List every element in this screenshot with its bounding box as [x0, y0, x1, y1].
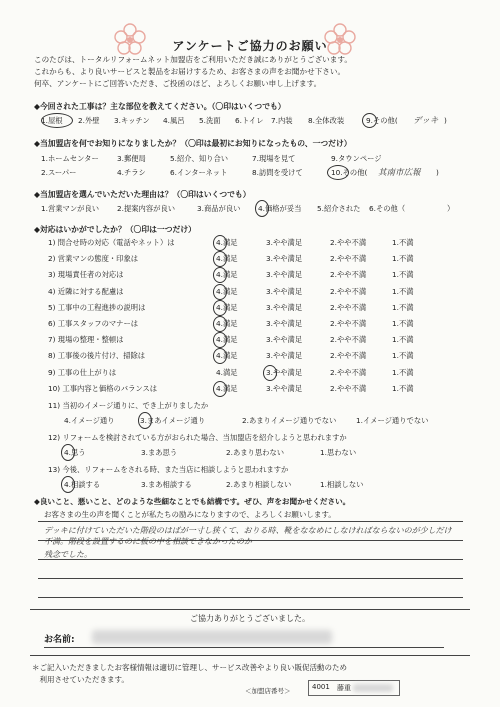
q1-option-5[interactable]: 5.洗面: [199, 116, 221, 125]
q4-row-choice[interactable]: 4.満足: [216, 367, 238, 377]
q4-row-choice[interactable]: 4.満足: [216, 302, 238, 312]
q2-circle-mark: [327, 165, 349, 180]
privacy-notice-1: ＊ご記入いただきましたお客様情報は適切に管理し、サービス改善やより良い販促活動のため: [32, 663, 347, 672]
q13-option-3[interactable]: 3.まあ相談する: [141, 480, 192, 489]
comment-line-3: [38, 559, 463, 560]
name-redacted: [92, 630, 332, 644]
q4-row-choice[interactable]: 1.不満: [392, 302, 414, 312]
comment-line-4: [38, 578, 463, 579]
q4-row-choice[interactable]: 2.やや不満: [330, 319, 367, 328]
store-number: 4001: [312, 683, 330, 691]
q13-option-1[interactable]: 1.相談しない: [320, 480, 364, 489]
q13-circle-mark: [61, 476, 75, 493]
q3-option-6[interactable]: 6.その他（: [369, 204, 406, 213]
q4-row-choice[interactable]: 1.不満: [392, 286, 414, 296]
q2-other-answer: 其南市広報: [378, 168, 421, 178]
q2-option-8[interactable]: 8.訪問を受けて: [252, 168, 303, 177]
q1-other-answer: デッキ: [413, 116, 439, 126]
q1-other-close: ): [444, 116, 447, 125]
thanks-text: ご協力ありがとうございました。: [190, 614, 310, 623]
comment-text-2[interactable]: 残念でした。: [44, 550, 92, 559]
q5-label: ◆良いこと、悪いこと、どのような些細なことでも結構です。ぜひ、声をお聞かせください。: [34, 497, 351, 506]
q11-option-3[interactable]: 3.まあイメージ通り: [140, 416, 206, 425]
q4-row-choice[interactable]: 4.満足: [216, 286, 238, 296]
q4-row-label: 10) 工事内容と価格のバランスは: [48, 383, 158, 393]
q4-row-choice[interactable]: 4.満足: [216, 254, 238, 264]
q12-option-3[interactable]: 3.まあ思う: [141, 448, 178, 457]
intro-line-2: これからも、より良いサービスと製品をお届けするため、お客さまの声をお聞かせ下さい。: [34, 67, 346, 76]
privacy-notice-2: 利用させていただきます。: [32, 675, 129, 684]
q12-option-4[interactable]: 4.思う: [64, 448, 86, 457]
comment-line-1: [38, 521, 463, 522]
q4-row-choice[interactable]: 3.やや満足: [266, 270, 303, 280]
store-number-box: [308, 680, 400, 696]
q4-row-label: 6) 工事スタッフのマナーは: [48, 319, 139, 328]
q1-option-8[interactable]: 8.全体改装: [308, 116, 345, 125]
q4-circle-mark: [213, 235, 227, 251]
q1-option-9[interactable]: 9.その他(: [366, 116, 398, 125]
q4-row-choice[interactable]: 4.満足: [216, 270, 238, 280]
store-detail-redacted: [353, 684, 393, 692]
q4-row-choice[interactable]: 2.やや不満: [330, 270, 367, 280]
intro-line-3: 何卒、アンケートにご回答いただき、ご投函のほど、よろしくお願い申し上げます。: [34, 79, 322, 88]
q3-option-2[interactable]: 2.提案内容が良い: [117, 204, 176, 213]
q4-row-label: 8) 工事後の後片付け、掃除は: [48, 351, 146, 361]
q1-option-2[interactable]: 2.外壁: [78, 116, 100, 125]
q1-option-7[interactable]: 7.内装: [271, 116, 293, 125]
q4-row-choice[interactable]: 1.不満: [392, 238, 414, 247]
q4-row-choice[interactable]: 3.やや満足: [266, 254, 303, 264]
q4-circle-mark: [213, 251, 227, 267]
q5-bullet-icon: ◆: [34, 497, 40, 506]
q2-option-9[interactable]: 9.タウンページ: [331, 154, 382, 163]
q12-circle-mark: [61, 444, 75, 461]
q4-row-choice[interactable]: 2.やや不満: [330, 238, 367, 247]
q4-row-choice[interactable]: 2.やや不満: [330, 351, 367, 361]
q2-other-close: ): [436, 168, 439, 177]
q4-row-choice[interactable]: 3.やや満足: [266, 335, 303, 345]
name-underline: [44, 647, 444, 648]
q4-row-choice[interactable]: 1.不満: [392, 367, 414, 377]
footer-divider-bottom: [30, 655, 470, 656]
q11-option-4[interactable]: 4.イメージ通り: [64, 416, 115, 425]
q4-row-label: 9) 工事の仕上がりは: [48, 367, 117, 377]
q4-circle-mark: [213, 332, 227, 348]
q5-sublabel: お客さまの生の声を聞くことが私たちの励みになりますので、よろしくお願いします。: [44, 510, 336, 519]
q4-row-choice[interactable]: 3.やや満足: [266, 319, 303, 328]
q3-label: ◆当加盟店を選んでいただいた理由は？（〇印はいくつでも）: [34, 190, 251, 199]
q4-row-choice[interactable]: 4.満足: [216, 319, 238, 328]
q2-option-7[interactable]: 7.現場を見て: [252, 154, 296, 163]
q4-row-choice[interactable]: 2.やや不満: [330, 367, 367, 377]
q4-row-choice[interactable]: 1.不満: [392, 319, 414, 328]
q12-option-1[interactable]: 1.思わない: [320, 448, 357, 457]
q4-row-choice[interactable]: 3.やや満足: [266, 383, 303, 393]
q4-row-choice[interactable]: 2.やや不満: [330, 286, 367, 296]
q4-row-choice[interactable]: 3.やや満足: [266, 286, 303, 296]
q4-row-choice[interactable]: 3.やや満足: [266, 238, 303, 247]
q4-circle-mark: [213, 381, 227, 397]
store-name: 藤重: [337, 684, 351, 692]
q4-row-label: 1) 問合せ時の対応（電話やネット）は: [48, 238, 175, 247]
q2-option-5[interactable]: 5.紹介、知り合い: [170, 154, 229, 163]
q4-bullet-icon: ◆: [34, 225, 40, 234]
q1-bullet-icon: ◆: [34, 102, 40, 111]
q1-option-1[interactable]: 1.屋根: [41, 116, 63, 125]
q4-row-choice[interactable]: 4.満足: [216, 383, 238, 393]
q4-row-choice[interactable]: 1.不満: [392, 254, 414, 264]
q4-row-label: 7) 現場の整理・整頓は: [48, 335, 124, 345]
q4-label: ◆対応はいかがでしたか？（〇印は一つだけ）: [34, 225, 196, 234]
q1-circle-mark-9: [362, 113, 377, 128]
q2-option-10[interactable]: 10.その他(: [331, 168, 368, 177]
q4-row-choice[interactable]: 1.不満: [392, 383, 414, 393]
q4-row-choice[interactable]: 1.不満: [392, 335, 414, 345]
q4-row-choice[interactable]: 2.やや不満: [330, 383, 367, 393]
q1-label: ◆今回された工事は？主な部位を教えてください。（〇印はいくつでも）: [34, 102, 286, 111]
q3-bullet-icon: ◆: [34, 190, 40, 199]
q13-option-4[interactable]: 4.相談する: [64, 480, 101, 489]
q2-option-1[interactable]: 1.ホームセンター: [41, 154, 99, 163]
q2-option-3[interactable]: 3.郵便局: [117, 154, 146, 163]
name-label: お名前:: [44, 635, 75, 645]
q11-label: 11) 当初のイメージ通りに、でき上がりましたか: [48, 401, 209, 410]
q4-row-choice[interactable]: 1.不満: [392, 270, 414, 280]
q4-circle-mark: [213, 348, 227, 364]
q4-row-choice[interactable]: 3.やや満足: [266, 302, 303, 312]
q2-label: ◆当加盟店を何でお知りになりましたか？（〇印は最初にお知りになったもの、一つだけ）: [34, 139, 352, 148]
q3-circle-mark: [255, 200, 269, 217]
q4-circle-mark: [213, 316, 227, 332]
q12-option-2[interactable]: 2.あまり思わない: [226, 448, 285, 457]
q2-option-6[interactable]: 6.インターネット: [170, 168, 228, 177]
q2-option-2[interactable]: 2.スーパー: [41, 168, 77, 177]
q3-option-4[interactable]: 4.価格が妥当: [258, 204, 302, 213]
intro-line-1: このたびは、トータルリフォームネット加盟店をご利用いただき誠にありがとうございます。: [34, 55, 352, 64]
q4-row-label: 5) 工事中の工程進捗の説明は: [48, 302, 146, 312]
q4-row-label: 3) 現場責任者の対応は: [48, 270, 124, 280]
q1-option-3[interactable]: 3.キッチン: [114, 116, 150, 125]
q11-option-2[interactable]: 2.あまりイメージ通りでない: [242, 416, 337, 425]
q4-row-choice[interactable]: 4.満足: [216, 351, 238, 361]
q4-row-choice[interactable]: 2.やや不満: [330, 302, 367, 312]
q13-label: 13) 今後、リフォームをされる時、また当店に相談しようと思われますか: [48, 465, 289, 474]
q4-row-choice[interactable]: 4.満足: [216, 238, 238, 247]
q2-option-4[interactable]: 4.チラシ: [117, 168, 146, 177]
q13-option-2[interactable]: 2.あまり相談しない: [226, 480, 292, 489]
q4-row-choice[interactable]: 2.やや不満: [330, 335, 367, 345]
q1-option-4[interactable]: 4.風呂: [163, 116, 185, 125]
q11-circle-mark: [138, 412, 152, 429]
q4-row-choice[interactable]: 3.やや満足: [266, 367, 303, 377]
q4-row-label: 2) 営業マンの態度・印象は: [48, 254, 139, 264]
footer-divider-top: [30, 609, 470, 610]
q12-label: 12) リフォームを検討されている方がおられた場合、当加盟店を紹介しようと思われますか: [48, 433, 347, 442]
q1-circle-mark: [41, 113, 73, 128]
q4-row-choice[interactable]: 2.やや不満: [330, 254, 367, 264]
q3-option-3[interactable]: 3.商品が良い: [197, 204, 241, 213]
page-title: アンケートご協力のお願い: [172, 39, 328, 53]
q4-circle-mark: [213, 284, 227, 300]
q3-option-6-close: ）: [447, 204, 455, 213]
q3-option-5[interactable]: 5.紹介された: [317, 204, 361, 213]
q4-circle-mark: [213, 300, 227, 316]
q4-circle-mark: [213, 267, 227, 283]
store-number-label: ＜加盟店番号＞: [245, 687, 291, 695]
q2-bullet-icon: ◆: [34, 139, 40, 148]
q4-row-choice[interactable]: 4.満足: [216, 335, 238, 345]
comment-line-5: [38, 597, 463, 598]
q3-option-1[interactable]: 1.営業マンが良い: [41, 204, 100, 213]
q4-row-label: 4) 近隣に対する配慮は: [48, 286, 124, 296]
q4-circle-mark: [263, 365, 277, 381]
q4-row-choice[interactable]: 3.やや満足: [266, 351, 303, 361]
comment-text-1[interactable]: デッキに付けていただいた階段のはばが一寸し狭くて、おりる時、靴をななめにしなければならないのが少しだけ不満。階段を設置するのに板の中を相談できなかったのか: [44, 526, 452, 546]
q11-option-1[interactable]: 1.イメージ通りでない: [356, 416, 429, 425]
q4-row-choice[interactable]: 1.不満: [392, 351, 414, 361]
q1-option-6[interactable]: 6.トイレ: [235, 116, 264, 125]
